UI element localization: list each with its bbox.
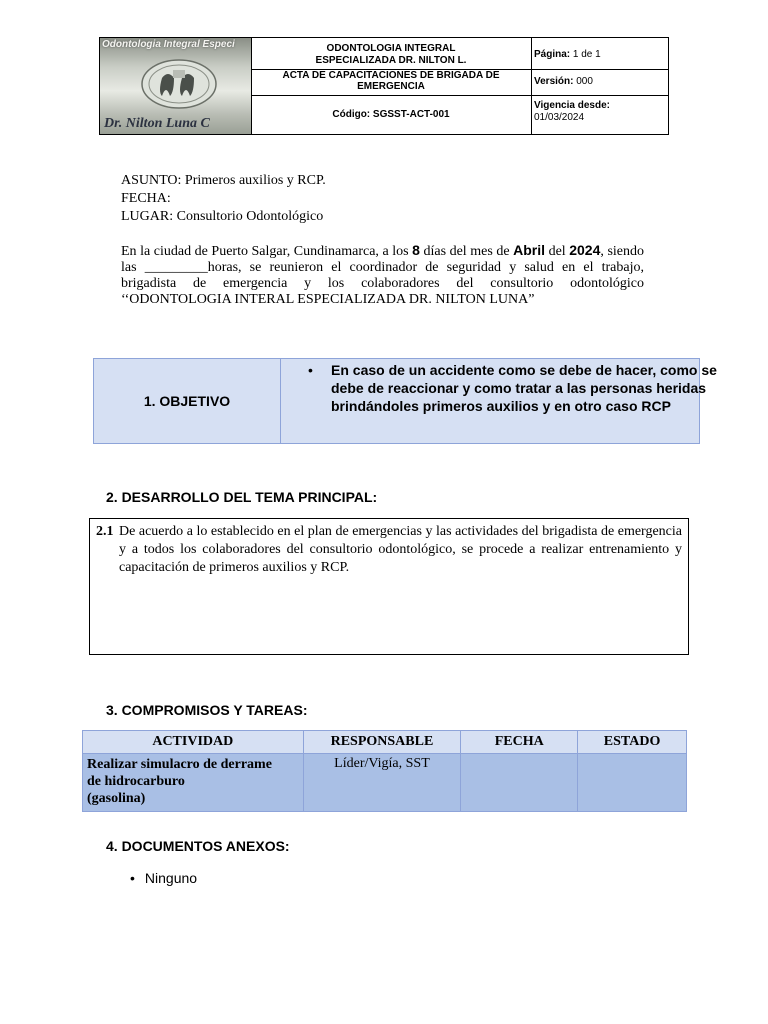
column-header: FECHA: [461, 731, 578, 754]
intro-text-5: siendo las _________horas, se reunieron el coordinador de seguridad y salud en el trabajo, brigadista de emergencia y los colaboradores del consultorio odontológico ‘‘ODONTOLOGIA INTERAL ESPECIALIZADA DR. NILTON LUNA”: [121, 244, 645, 307]
section-2-box: [89, 518, 689, 655]
objective-table: [93, 358, 717, 444]
intro-month: Abril: [513, 242, 546, 258]
column-header: ESTADO: [578, 731, 687, 754]
activity-line-2: de hidrocarburo: [87, 774, 185, 789]
doc-title-line-2: EMERGENCIA: [357, 81, 425, 92]
section-2-number: 2.1: [96, 524, 114, 539]
header-meta-column: [531, 38, 668, 134]
section-2-text: De acuerdo a lo establecido en el plan de emergencias y las actividades del brigadista de emergencia y a todos los colaboradores del consultorio odontológico, se procede a realizar entrenamiento y capacitación de primeros auxilios y RCP.: [119, 524, 682, 575]
validity-value: 01/03/2024: [534, 112, 585, 123]
org-line-1: ODONTOLOGIA INTEGRAL: [326, 43, 456, 54]
org-line-2: ESPECIALIZADA DR. NILTON L.: [315, 55, 467, 66]
objective-label: 1. OBJETIVO: [94, 359, 281, 443]
list-item: [130, 870, 197, 886]
table-row: [83, 754, 687, 812]
objective-text: En caso de un accidente como se debe de hacer, como se debe de reaccionar y como tratar a las personas heridas brindándoles primeros auxilios y en otro caso RCP: [331, 362, 717, 414]
section-4-title: 4. DOCUMENTOS ANEXOS:: [106, 838, 290, 854]
logo-bottom-text: Dr. Nilton Luna C: [104, 116, 210, 131]
page-number: [531, 38, 668, 70]
validity-label: Vigencia desde:: [534, 100, 610, 111]
document-header: [99, 37, 669, 135]
bullet-icon: •: [130, 870, 135, 886]
intro-paragraph: [121, 242, 644, 308]
intro-text-1: En la ciudad de Puerto Salgar, Cundinamarca, a los: [121, 244, 413, 259]
column-header: RESPONSABLE: [303, 731, 461, 754]
intro-text-3: del: [545, 244, 570, 259]
activity-cell: [83, 754, 304, 812]
tasks-table-header: [83, 731, 687, 754]
status-cell: [578, 754, 687, 812]
date-line: FECHA:: [121, 191, 171, 206]
organization-name: [251, 38, 531, 70]
list-item-text: Ninguno: [144, 870, 198, 886]
version: [531, 70, 668, 96]
tooth-emblem-icon: [140, 56, 218, 112]
date-cell: [461, 754, 578, 812]
activity-line-3: (gasolina): [87, 791, 146, 806]
meeting-meta: [121, 172, 326, 226]
intro-day: 8: [412, 242, 420, 258]
header-title-column: [251, 38, 532, 134]
subject-line: ASUNTO: Primeros auxilios y RCP.: [121, 173, 326, 188]
version-value: 000: [576, 76, 593, 87]
column-header: ACTIVIDAD: [83, 731, 304, 754]
version-label: Versión:: [534, 76, 574, 87]
section-3-title: 3. COMPROMISOS Y TAREAS:: [106, 702, 308, 718]
validity: [531, 96, 668, 134]
place-line: LUGAR: Consultorio Odontológico: [121, 209, 324, 224]
intro-text-2: días del mes de: [419, 244, 514, 259]
intro-text-4: ,: [600, 244, 604, 259]
logo-top-text: Odontologia Integral Especi: [102, 39, 235, 50]
responsible-cell: Líder/Vigía, SST: [303, 754, 461, 812]
section-2-title: 2. DESARROLLO DEL TEMA PRINCIPAL:: [106, 489, 378, 505]
activity-line-1: Realizar simulacro de derrame: [87, 757, 272, 772]
document-code: Código: SGSST-ACT-001: [332, 109, 450, 120]
page-value: 1 de 1: [572, 49, 601, 60]
clinic-logo: [100, 38, 252, 134]
document-title: [251, 70, 531, 96]
doc-title-line-1: ACTA DE CAPACITACIONES DE BRIGADA DE: [282, 70, 500, 81]
tasks-table: [82, 730, 687, 812]
page-label: Página:: [534, 49, 571, 60]
bullet-icon: •: [308, 362, 313, 378]
intro-year: 2024: [569, 242, 601, 258]
